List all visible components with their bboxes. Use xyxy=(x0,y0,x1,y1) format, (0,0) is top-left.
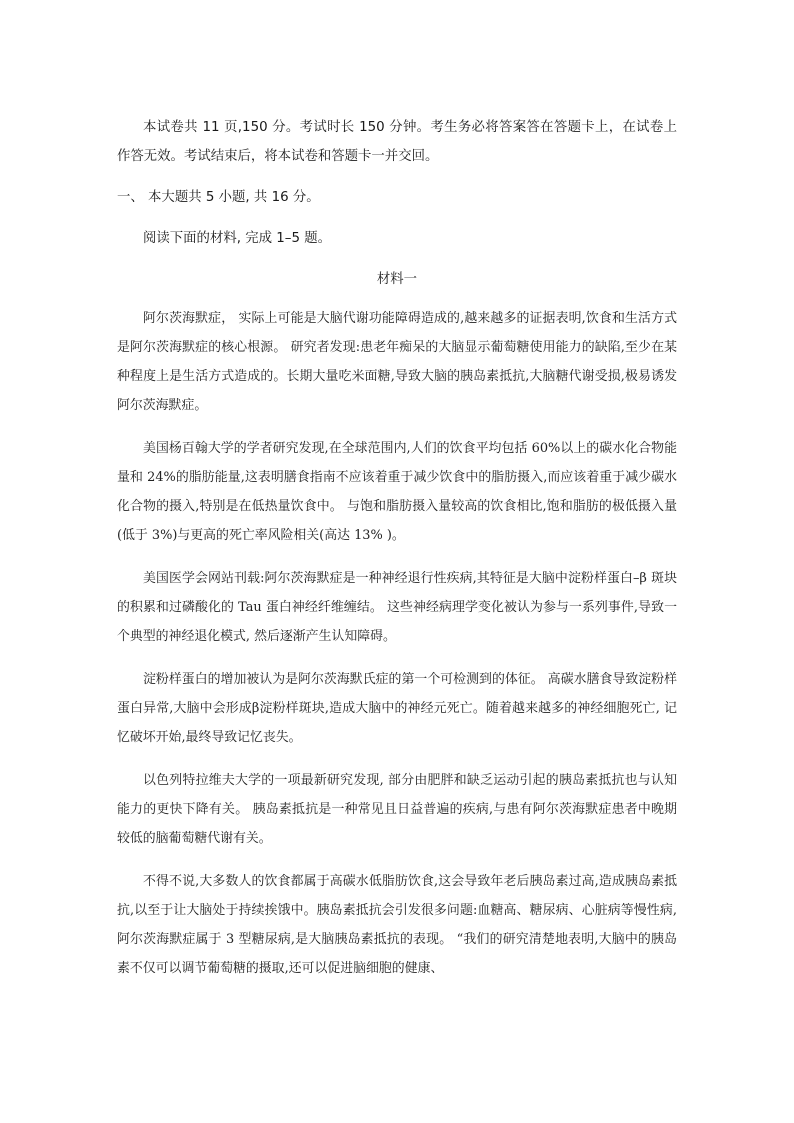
material-paragraph: 淀粉样蛋白的增加被认为是阿尔茨海默氏症的第一个可检测到的体征。 高碳水膳食导致淀粉样蛋白异常,大脑中会形成β淀粉样斑块,造成大脑中的神经元死亡。随着越来越多的神经细胞死亡, 记忆破坏开始,最终导致记忆丧失。 xyxy=(117,672,677,745)
material-title: 材料一 xyxy=(376,272,418,287)
exam-intro: 本试卷共 11 页,150 分。考试时长 150 分钟。考生务必将答案答在答题卡上，在试卷上作答无效。考试结束后，将本试卷和答题卡一并交回。 xyxy=(117,120,677,164)
material-paragraph: 阿尔茨海默症， 实际上可能是大脑代谢功能障碍造成的,越来越多的证据表明,饮食和生活方式是阿尔茨海默症的核心根源。 研究者发现:患老年痴呆的大脑显示葡萄糖使用能力的缺陷,至少在某种程度上是生活方式造成的。长期大量吃米面糖,导致大脑的胰岛素抵抗,大脑糖代谢受损,极易诱发阿尔茨海默症。 xyxy=(117,311,677,413)
material-paragraph: 以色列特拉维夫大学的一项最新研究发现, 部分由肥胖和缺乏运动引起的胰岛素抵抗也与认知能力的更快下降有关。 胰岛素抵抗是一种常见且日益普遍的疾病,与患有阿尔茨海默症患者中晚期较低的脑葡萄糖代谢有关。 xyxy=(117,773,677,846)
material-paragraph: 不得不说,大多数人的饮食都属于高碳水低脂肪饮食,这会导致年老后胰岛素过高,造成胰岛素抵抗,以至于让大脑处于持续挨饿中。胰岛素抵抗会引发很多问题:血糖高、糖尿病、心脏病等慢性病,阿尔茨海默症属于 3 型糖尿病,是大脑胰岛素抵抗的表现。 “我们的研究清楚地表明,大脑中的胰岛素不仅可以调节葡萄糖的摄取,还可以促进脑细胞的健康、 xyxy=(117,874,677,976)
material-paragraph: 美国医学会网站刊载:阿尔茨海默症是一种神经退行性疾病,其特征是大脑中淀粉样蛋白–β 斑块的积累和过磷酸化的 Tau 蛋白神经纤维缠结。 这些神经病理学变化被认为参与一系列事件,导致一个典型的神经退化模式, 然后逐渐产生认知障碍。 xyxy=(117,571,677,644)
material-paragraph: 美国杨百翰大学的学者研究发现,在全球范围内,人们的饮食平均包括 60%以上的碳水化合物能量和 24%的脂肪能量,这表明膳食指南不应该着重于减少饮食中的脂肪摄入,而应该着重于减少碳水化合物的摄入,特别是在低热量饮食中。 与饱和脂肪摄入量较高的饮食相比,饱和脂肪的极低摄入量(低于 3%)与更高的死亡率风险相关(高达 13% )。 xyxy=(117,441,677,543)
exam-page xyxy=(117,113,677,997)
section-heading: 一、 本大题共 5 小题, 共 16 分。 xyxy=(117,190,320,205)
reading-instruction: 阅读下面的材料, 完成 1–5 题。 xyxy=(143,231,332,246)
